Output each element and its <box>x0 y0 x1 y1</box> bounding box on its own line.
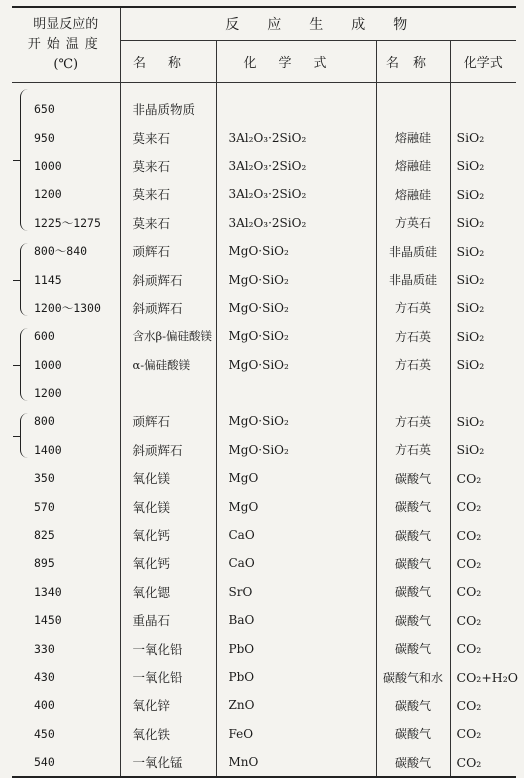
product-formula-cell: MnO <box>216 748 376 777</box>
temperature-cell: 450 <box>12 720 120 748</box>
table-row <box>12 152 516 180</box>
byproduct-formula-cell: SiO₂ <box>456 442 485 458</box>
byproduct-name-cell: 碳酸气 <box>376 521 450 549</box>
temperature-cell: 895 <box>12 549 120 577</box>
table-row <box>12 322 516 350</box>
product-formula-cell: 3Al₂O₃·2SiO₂ <box>216 152 376 180</box>
product-name-cell: 一氧化锰 <box>120 748 216 777</box>
temperature-cell: 1145 <box>12 265 120 293</box>
byproduct-formula-cell: CO₂ <box>456 584 482 600</box>
formula-header-1: 化学式 <box>216 41 376 83</box>
product-name-cell: 莫来石 <box>120 180 216 208</box>
temperature-cell: 825 <box>12 521 120 549</box>
byproduct-formula-cell: CO₂ <box>456 612 482 628</box>
byproduct-formula-cell: SiO₂ <box>456 272 485 288</box>
product-name-cell: 氧化锶 <box>120 578 216 606</box>
product-name-cell: 氧化锌 <box>120 691 216 719</box>
byproduct-formula-cell: SiO₂ <box>456 300 485 316</box>
product-formula-cell: BaO <box>216 606 376 634</box>
byproduct-formula-cell: CO₂ <box>456 527 482 543</box>
temperature-cell: 1450 <box>12 606 120 634</box>
byproduct-name-cell: 方石英 <box>376 322 450 350</box>
table-row <box>12 436 516 464</box>
product-name-cell: 氧化钙 <box>120 521 216 549</box>
row-group-brace <box>20 328 29 401</box>
table-row <box>12 180 516 208</box>
temperature-header-line3: (℃) <box>53 57 79 72</box>
byproduct-formula-cell: CO₂ <box>456 470 482 486</box>
byproduct-name-cell: 熔融硅 <box>376 152 450 180</box>
table-row <box>12 549 516 577</box>
byproduct-name-cell: 碳酸气 <box>376 748 450 777</box>
temperature-cell: 430 <box>12 663 120 691</box>
product-formula-cell: MgO <box>216 464 376 492</box>
table-row <box>12 634 516 662</box>
byproduct-formula-cell: SiO₂ <box>456 158 485 174</box>
temperature-cell: 1400 <box>12 436 120 464</box>
table-row <box>12 691 516 719</box>
product-name-cell: 顽辉石 <box>120 237 216 265</box>
product-formula-cell: MgO·SiO₂ <box>216 436 376 464</box>
table-row <box>12 407 516 435</box>
name-header-1: 名称 <box>120 41 216 83</box>
reaction-products-header: 反应生成物 <box>120 7 516 41</box>
product-name-cell: 氧化铁 <box>120 720 216 748</box>
temperature-cell: 400 <box>12 691 120 719</box>
temperature-cell: 570 <box>12 492 120 520</box>
byproduct-name-cell <box>376 83 450 124</box>
product-formula-cell: MgO·SiO₂ <box>216 407 376 435</box>
temperature-header-line2: 开始温度 <box>27 37 104 52</box>
temperature-header <box>12 7 120 83</box>
product-name-cell: 氧化镁 <box>120 464 216 492</box>
product-name-cell: 莫来石 <box>120 209 216 237</box>
product-name-cell: 氧化镁 <box>120 492 216 520</box>
byproduct-name-cell: 碳酸气 <box>376 720 450 748</box>
product-name-cell: 含水β-偏硅酸镁 <box>120 322 216 350</box>
table-row <box>12 294 516 322</box>
table-row <box>12 606 516 634</box>
product-formula-cell: MgO·SiO₂ <box>216 265 376 293</box>
byproduct-name-cell: 碳酸气 <box>376 606 450 634</box>
byproduct-name-cell: 方石英 <box>376 407 450 435</box>
table-body <box>12 83 516 778</box>
temperature-cell: 650 <box>12 83 120 124</box>
table-row <box>12 237 516 265</box>
table-row <box>12 521 516 549</box>
temperature-cell: 950 <box>12 123 120 151</box>
byproduct-formula-cell: CO₂ <box>456 641 482 657</box>
byproduct-name-cell: 方石英 <box>376 351 450 379</box>
table-row <box>12 123 516 151</box>
product-name-cell: 氧化钙 <box>120 549 216 577</box>
row-group-brace <box>20 243 29 316</box>
temperature-cell: 1340 <box>12 578 120 606</box>
temperature-cell: 800 <box>12 407 120 435</box>
byproduct-formula-cell <box>450 379 516 407</box>
byproduct-formula-cell: CO₂ <box>456 697 482 713</box>
byproduct-formula-cell: CO₂ <box>456 499 482 515</box>
table-row <box>12 209 516 237</box>
byproduct-formula-cell: CO₂ <box>456 726 482 742</box>
temperature-cell: 1000 <box>12 152 120 180</box>
byproduct-name-cell: 碳酸气 <box>376 578 450 606</box>
product-formula-cell: SrO <box>216 578 376 606</box>
product-name-cell: α-偏硅酸镁 <box>120 351 216 379</box>
product-name-cell: 斜顽辉石 <box>120 294 216 322</box>
product-formula-cell: MgO·SiO₂ <box>216 237 376 265</box>
row-group-brace <box>20 89 29 231</box>
product-formula-cell: 3Al₂O₃·2SiO₂ <box>216 180 376 208</box>
row-group-brace <box>20 413 29 458</box>
product-formula-cell: MgO·SiO₂ <box>216 294 376 322</box>
byproduct-formula-cell: SiO₂ <box>456 413 485 429</box>
byproduct-formula-cell: SiO₂ <box>456 328 485 344</box>
byproduct-name-cell: 碳酸气和水 <box>376 663 450 691</box>
byproduct-formula-cell: SiO₂ <box>456 357 485 373</box>
byproduct-name-cell: 方石英 <box>376 436 450 464</box>
product-name-cell: 一氧化铅 <box>120 634 216 662</box>
product-name-cell: 一氧化铅 <box>120 663 216 691</box>
byproduct-name-cell: 非晶质硅 <box>376 265 450 293</box>
product-formula-cell: FeO <box>216 720 376 748</box>
byproduct-name-cell: 方石英 <box>376 294 450 322</box>
byproduct-formula-cell: SiO₂ <box>456 186 485 202</box>
product-name-cell <box>120 379 216 407</box>
reaction-table <box>12 6 516 778</box>
temperature-cell: 540 <box>12 748 120 777</box>
product-formula-cell: PbO <box>216 663 376 691</box>
product-name-cell: 斜顽辉石 <box>120 436 216 464</box>
name-header-2: 名称 <box>376 41 450 83</box>
temperature-cell: 330 <box>12 634 120 662</box>
product-formula-cell: CaO <box>216 521 376 549</box>
temperature-cell: 1200 <box>12 379 120 407</box>
temperature-cell: 350 <box>12 464 120 492</box>
byproduct-formula-cell <box>450 83 516 124</box>
byproduct-name-cell: 熔融硅 <box>376 123 450 151</box>
byproduct-name-cell: 碳酸气 <box>376 492 450 520</box>
table-row <box>12 265 516 293</box>
byproduct-formula-cell: SiO₂ <box>456 243 485 259</box>
table-row <box>12 464 516 492</box>
byproduct-name-cell: 碳酸气 <box>376 691 450 719</box>
product-formula-cell <box>216 83 376 124</box>
temperature-cell: 800～840 <box>12 237 120 265</box>
product-formula-cell: MgO·SiO₂ <box>216 351 376 379</box>
byproduct-formula-cell: CO₂+H₂O <box>456 669 518 685</box>
temperature-cell: 1225～1275 <box>12 209 120 237</box>
table-row <box>12 83 516 124</box>
table-row <box>12 720 516 748</box>
table-row <box>12 492 516 520</box>
byproduct-formula-cell: SiO₂ <box>456 215 485 231</box>
byproduct-name-cell: 熔融硅 <box>376 180 450 208</box>
product-formula-cell: 3Al₂O₃·2SiO₂ <box>216 123 376 151</box>
temperature-cell: 1000 <box>12 351 120 379</box>
byproduct-name-cell: 碳酸气 <box>376 549 450 577</box>
byproduct-name-cell: 方英石 <box>376 209 450 237</box>
product-name-cell: 非晶质物质 <box>120 83 216 124</box>
temperature-header-line1: 明显反应的 <box>33 17 99 32</box>
table-row <box>12 578 516 606</box>
table-row <box>12 351 516 379</box>
product-formula-cell: CaO <box>216 549 376 577</box>
formula-header-2: 化学式 <box>450 41 516 83</box>
temperature-cell: 600 <box>12 322 120 350</box>
byproduct-formula-cell: SiO₂ <box>456 130 485 146</box>
temperature-cell: 1200 <box>12 180 120 208</box>
product-name-cell: 莫来石 <box>120 152 216 180</box>
product-formula-cell: MgO·SiO₂ <box>216 322 376 350</box>
table-row <box>12 663 516 691</box>
product-name-cell: 重晶石 <box>120 606 216 634</box>
byproduct-name-cell: 碳酸气 <box>376 464 450 492</box>
product-formula-cell: 3Al₂O₃·2SiO₂ <box>216 209 376 237</box>
table-row <box>12 748 516 777</box>
product-formula-cell: ZnO <box>216 691 376 719</box>
product-formula-cell: PbO <box>216 634 376 662</box>
byproduct-name-cell: 碳酸气 <box>376 634 450 662</box>
table-row <box>12 379 516 407</box>
product-formula-cell: MgO <box>216 492 376 520</box>
byproduct-formula-cell: CO₂ <box>456 754 482 770</box>
byproduct-name-cell: 非晶质硅 <box>376 237 450 265</box>
byproduct-name-cell <box>376 379 450 407</box>
product-name-cell: 顽辉石 <box>120 407 216 435</box>
temperature-cell: 1200～1300 <box>12 294 120 322</box>
product-name-cell: 斜顽辉石 <box>120 265 216 293</box>
byproduct-formula-cell: CO₂ <box>456 555 482 571</box>
product-name-cell: 莫来石 <box>120 123 216 151</box>
product-formula-cell <box>216 379 376 407</box>
